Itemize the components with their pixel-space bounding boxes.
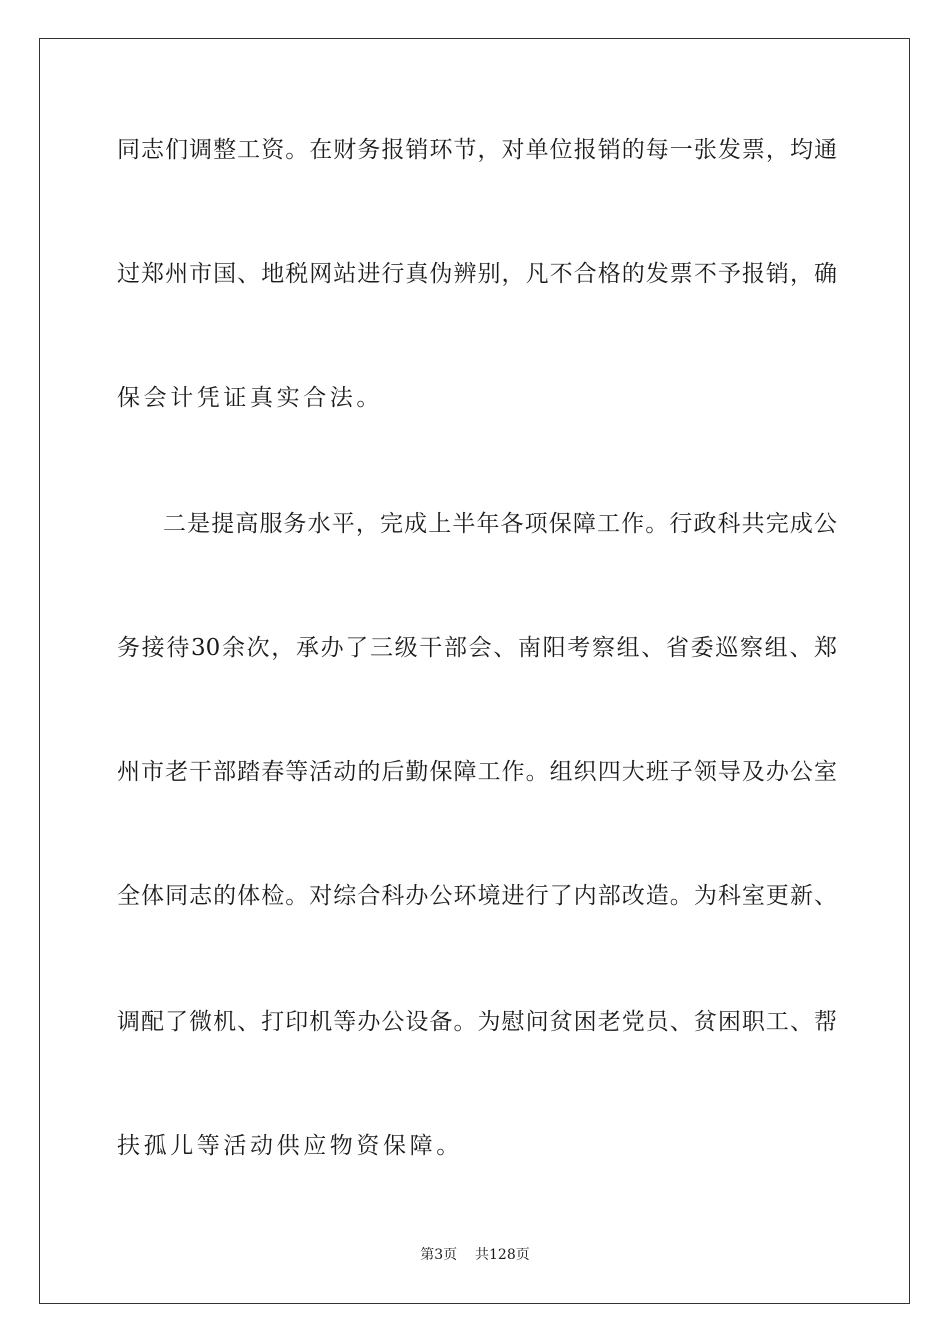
paragraph-line-2: 过郑州市国、地税网站进行真伪辨别，凡不合格的发票不予报销，确 (117, 261, 837, 287)
paragraph-line-5: 务接待30余次，承办了三级干部会、南阳考察组、省委巡察组、郑 (117, 635, 837, 661)
paragraph-line-6: 州市老干部踏春等活动的后勤保障工作。组织四大班子领导及办公室 (117, 759, 837, 785)
paragraph-line-4: 二是提高服务水平，完成上半年各项保障工作。行政科共完成公 (163, 511, 837, 537)
page-footer (0, 1246, 950, 1264)
total-pages: 共128页 (475, 1247, 530, 1263)
paragraph-line-1: 同志们调整工资。在财务报销环节，对单位报销的每一张发票，均通 (117, 137, 837, 163)
page-number: 第3页 (420, 1247, 458, 1263)
paragraph-line-9: 扶孤儿等活动供应物资保障。 (117, 1133, 463, 1159)
paragraph-line-7: 全体同志的体检。对综合科办公环境进行了内部改造。为科室更新、 (117, 883, 837, 909)
page-border (39, 38, 910, 1304)
paragraph-line-3: 保会计凭证真实合法。 (117, 385, 383, 411)
paragraph-line-8: 调配了微机、打印机等办公设备。为慰问贫困老党员、贫困职工、帮 (117, 1009, 837, 1035)
